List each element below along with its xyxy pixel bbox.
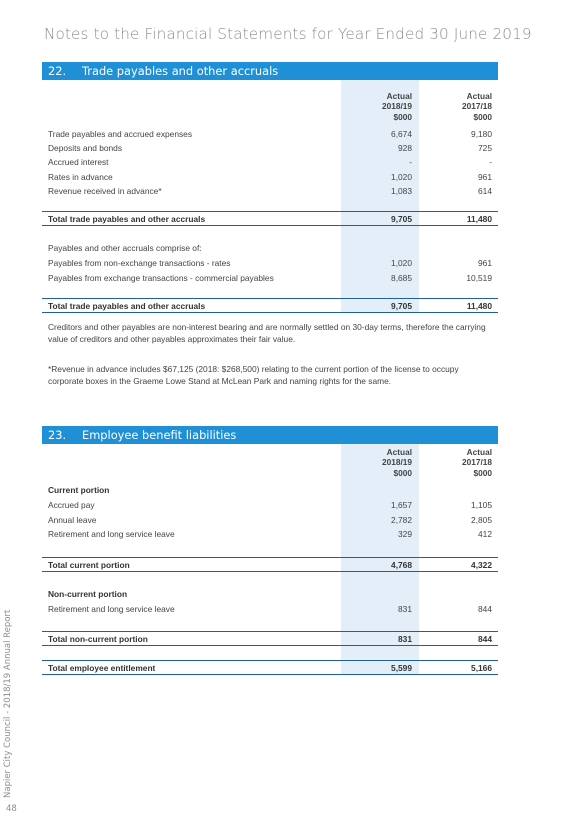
note-22-section [42, 62, 498, 313]
column-header-2018-19: Actual 2018/19 $000 [382, 446, 412, 478]
total-row: Total employee entitlement 5,599 5,166 [42, 660, 498, 675]
note-22-number: 22. [48, 64, 67, 78]
table-row: Retirement and long service leave 831 844 [48, 604, 492, 614]
table-row: Retirement and long service leave 329 412 [48, 529, 492, 539]
table-row: Deposits and bonds 928 725 [48, 143, 492, 153]
note-22-paragraph-creditors: Creditors and other payables are non-interest bearing and are normally settled on 30-day terms, therefore the carrying value of creditors and other payables approximates their fair value. [48, 322, 486, 345]
spacer-row [42, 198, 498, 211]
column-header-row [42, 80, 498, 126]
note-23-header [42, 426, 498, 444]
table-row: Revenue received in advance* 1,083 614 [48, 186, 492, 196]
spacer-row [42, 572, 498, 585]
spacer-row [42, 646, 498, 660]
table-row: Annual leave 2,782 2,805 [48, 514, 492, 525]
note-23-title: Employee benefit liabilities [82, 428, 237, 442]
note-22-table [42, 80, 498, 313]
spacer-row [42, 616, 498, 631]
subheading-row: Current portion [48, 485, 110, 495]
table-row: Accrued pay 1,657 1,105 [48, 500, 492, 510]
spacer-row [42, 541, 498, 557]
page-number: 48 [6, 804, 17, 814]
subheading-row: Non-current portion [48, 588, 128, 599]
table-row: Rates in advance 1,020 961 [48, 171, 492, 182]
total-row: Total current portion 4,768 4,322 [42, 557, 498, 572]
total-row: Total non-current portion 831 844 [42, 631, 498, 646]
total-row: Total trade payables and other accruals 9,705 11,480 [42, 298, 498, 313]
note-23-number: 23. [48, 428, 67, 442]
note-22-paragraph-revenue: *Revenue in advance includes $67,125 (2018: $268,500) relating to the current portion of the license to occupy corporate boxes in the Graeme Lowe Stand at McLean Park and naming rights for the same. [48, 364, 459, 387]
column-header-row [42, 444, 498, 482]
spacer-row [42, 285, 498, 298]
column-header-2018-19: Actual 2018/19 $000 [382, 90, 412, 122]
table-row: Payables from exchange transactions - commercial payables 8,685 10,519 [48, 272, 492, 283]
page-title: Notes to the Financial Statements for Year Ended 30 June 2019 [44, 25, 532, 43]
total-row: Total trade payables and other accruals 9,705 11,480 [42, 211, 498, 226]
note-23-section [42, 426, 498, 675]
spacer-row [42, 226, 498, 240]
note-22-header [42, 62, 498, 80]
table-row: Payables and other accruals comprise of: [48, 242, 202, 253]
column-header-2017-18: Actual 2017/18 $000 [462, 446, 492, 478]
side-running-text: Napier City Council - 2018/19 Annual Report [3, 609, 13, 798]
table-row: Accrued interest - - [48, 157, 492, 167]
table-row: Trade payables and accrued expenses 6,674 9,180 [48, 128, 492, 139]
table-row: Payables from non-exchange transactions - rates 1,020 961 [48, 257, 492, 268]
note-22-title: Trade payables and other accruals [82, 64, 279, 78]
column-header-2017-18: Actual 2017/18 $000 [462, 90, 492, 122]
note-23-table [42, 444, 498, 675]
